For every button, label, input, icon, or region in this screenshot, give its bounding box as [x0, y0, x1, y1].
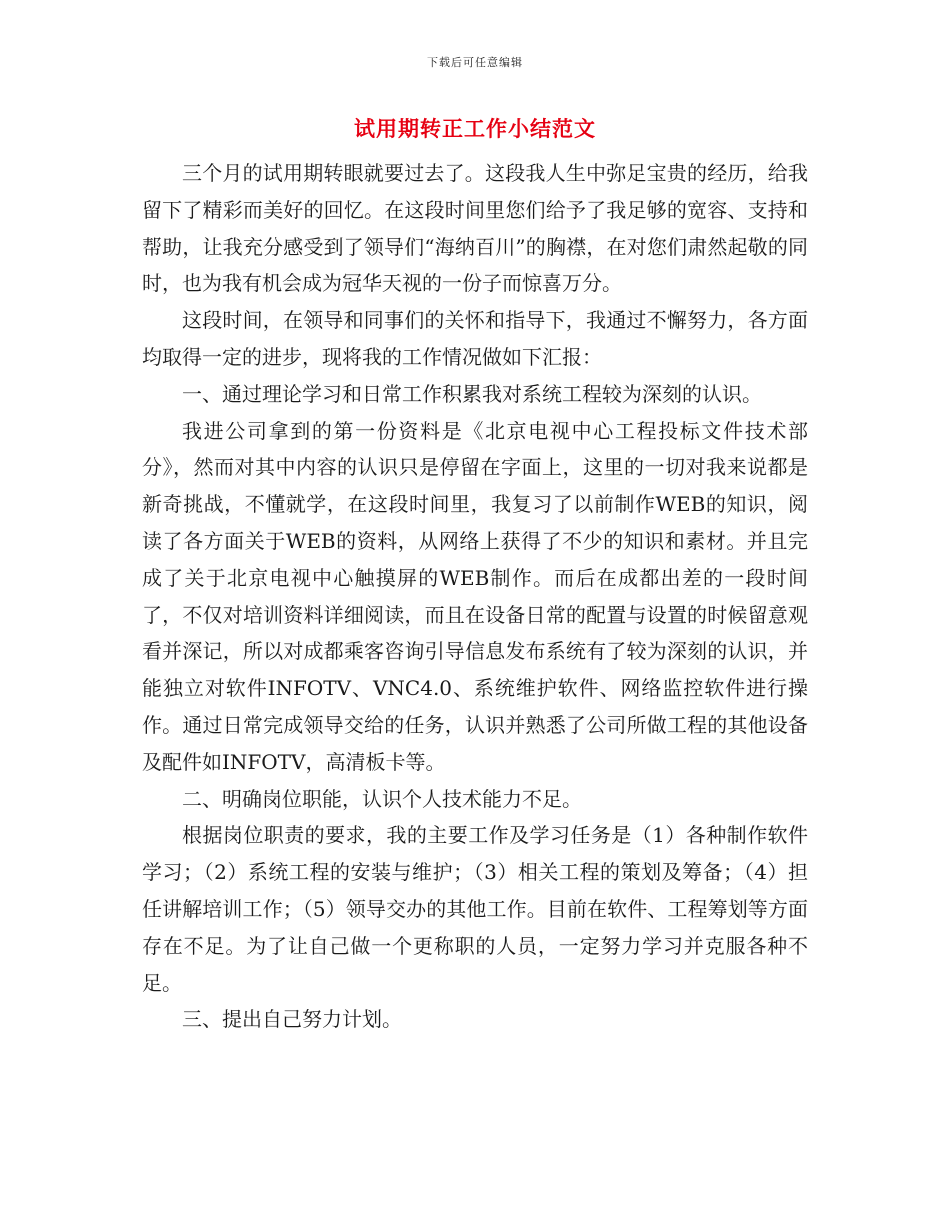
document-body — [142, 155, 808, 1038]
paragraph-section-2: 根据岗位职责的要求，我的主要工作及学习任务是（1）各种制作软件学习；（2）系统工程的安装与维护；（3）相关工程的策划及筹备；（4）担任讲解培训工作；（5）领导交办的其他工作。目前在软件、工程筹划等方面存在不足。为了让自己做一个更称职的人员，一定努力学习并克服各种不足。 — [142, 823, 808, 995]
section-heading-2: 二、明确岗位职能，认识个人技术能力不足。 — [182, 786, 582, 811]
paragraph-summary-lead: 这段时间，在领导和同事们的关怀和指导下，我通过不懈努力，各方面均取得一定的进步，现将我的工作情况做如下汇报： — [142, 308, 808, 369]
paragraph-section-1: 我进公司拿到的第一份资料是《北京电视中心工程投标文件技术部分》，然而对其中内容的认识只是停留在字面上，这里的一切对我来说都是新奇挑战，不懂就学，在这段时间里，我复习了以前制作WEB的知识，阅读了各方面关于WEB的资料，从网络上获得了不少的知识和素材。并且完成了关于北京电视中心触摸屏的WEB制作。而后在成都出差的一段时间了，不仅对培训资料详细阅读，而且在设备日常的配置与设置的时候留意观看并深记，所以对成都乘客咨询引导信息发布系统有了较为深刻的认识，并能独立对软件INFOTV、VNC4.0、系统维护软件、网络监控软件进行操作。通过日常完成领导交给的任务，认识并熟悉了公司所做工程的其他设备及配件如INFOTV，高清板卡等。 — [142, 418, 808, 774]
section-heading-3: 三、提出自己努力计划。 — [182, 1007, 402, 1032]
header-note: 下载后可任意编辑 — [427, 56, 523, 69]
section-heading-1: 一、通过理论学习和日常工作积累我对系统工程较为深刻的认识。 — [182, 381, 762, 406]
paragraph-intro: 三个月的试用期转眼就要过去了。这段我人生中弥足宝贵的经历，给我留下了精彩而美好的回忆。在这段时间里您们给予了我足够的宽容、支持和帮助，让我充分感受到了领导们“海纳百川”的胸襟，在对您们肃然起敬的同时，也为我有机会成为冠华天视的一份子而惊喜万分。 — [142, 161, 808, 296]
document-title: 试用期转正工作小结范文 — [354, 117, 596, 141]
